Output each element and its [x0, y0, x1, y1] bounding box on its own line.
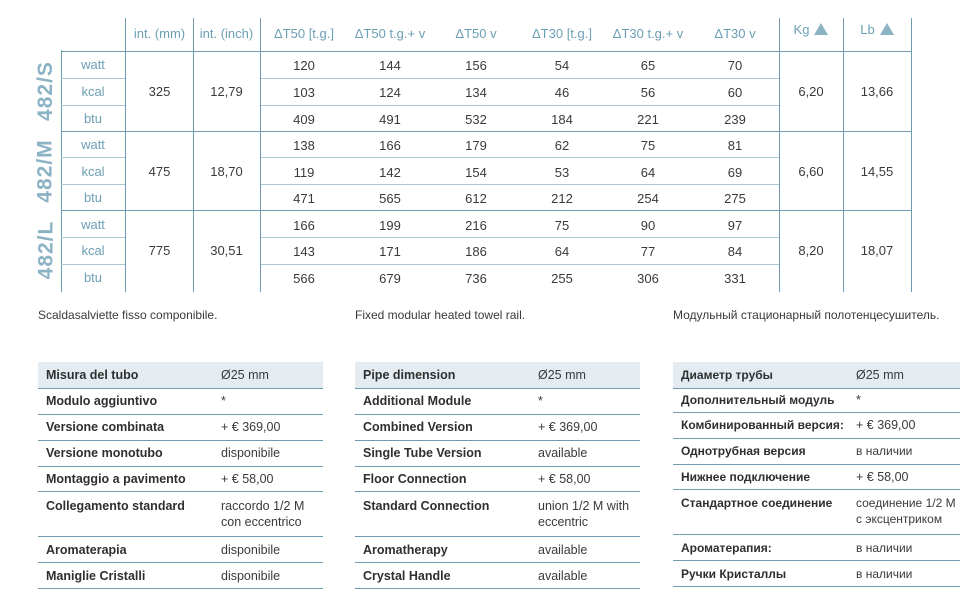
spec-key: Combined Version	[363, 420, 473, 434]
table-cell: 409	[293, 112, 315, 127]
spec-key: Standard Connection	[363, 499, 490, 513]
grid-line	[261, 105, 779, 106]
spec-value: available	[538, 446, 588, 460]
table-cell: 53	[554, 165, 570, 180]
table-cell: 103	[293, 85, 315, 100]
spec-key: Misura del tubo	[46, 368, 139, 382]
model-label-l: 482/L	[34, 220, 58, 280]
int-inch-value: 12,79	[210, 84, 243, 99]
lb-value: 14,55	[860, 164, 894, 179]
spec-row	[355, 389, 640, 415]
table-cell: 64	[554, 244, 570, 259]
spec-key: Additional Module	[363, 394, 472, 408]
spec-row	[38, 415, 323, 441]
int-inch-value: 30,51	[210, 243, 243, 258]
spec-key: Floor Connection	[363, 472, 467, 486]
spec-value: disponibile	[221, 569, 281, 583]
spec-value: *	[221, 394, 226, 408]
grid-line	[261, 157, 779, 158]
table-cell: 179	[465, 138, 487, 153]
unit-label: watt	[81, 57, 105, 72]
unit-label: btu	[83, 190, 103, 205]
kg-value: 8,20	[798, 243, 824, 258]
table-cell: 471	[293, 191, 315, 206]
header-dt30-v: ΔT30 v	[714, 26, 756, 41]
table-cell: 491	[379, 112, 401, 127]
spec-row	[38, 389, 323, 415]
header-dt50-v: ΔT50 v	[455, 26, 497, 41]
spec-key: Maniglie Cristalli	[46, 569, 146, 583]
grid-line	[261, 264, 779, 265]
table-cell: 90	[640, 218, 656, 233]
grid-line	[61, 51, 911, 52]
spec-key: Crystal Handle	[363, 569, 451, 583]
table-cell: 46	[554, 85, 570, 100]
model-label-s: 482/S	[34, 61, 58, 121]
table-cell: 612	[465, 191, 487, 206]
header-dt50-tg: ΔT50 [t.g.]	[274, 26, 334, 41]
grid-line	[261, 237, 779, 238]
spec-value: *	[538, 394, 543, 408]
spec-key: Диаметр трубы	[681, 368, 773, 382]
spec-value: Ø25 mm	[538, 368, 586, 382]
unit-label: watt	[81, 137, 105, 152]
grid-line	[911, 18, 912, 292]
grid-line	[61, 184, 125, 185]
spec-value: в наличии	[856, 444, 913, 458]
table-cell: 532	[465, 112, 487, 127]
spec-key: Ручки Кристаллы	[681, 567, 787, 581]
table-cell: 221	[637, 112, 659, 127]
table-cell: 166	[293, 218, 315, 233]
table-cell: 77	[640, 244, 656, 259]
spec-key: Montaggio a pavimento	[46, 472, 186, 486]
table-cell: 239	[724, 112, 746, 127]
table-cell: 565	[379, 191, 401, 206]
header-dt50-tgv: ΔT50 t.g.+ v	[354, 26, 426, 41]
table-cell: 212	[551, 191, 573, 206]
table-cell: 60	[727, 85, 743, 100]
table-cell: 81	[727, 138, 743, 153]
header-lb	[843, 22, 911, 37]
spec-row	[673, 413, 960, 439]
spec-value: union 1/2 M with eccentric	[538, 499, 630, 529]
table-cell: 124	[379, 85, 401, 100]
table-cell: 97	[727, 218, 743, 233]
spec-row	[355, 415, 640, 441]
table-cell: 142	[379, 165, 401, 180]
unit-label: kcal	[81, 243, 105, 258]
spec-row	[673, 535, 960, 561]
spec-row	[38, 441, 323, 467]
spec-row	[38, 563, 323, 589]
spec-row	[673, 389, 960, 413]
spec-row	[355, 362, 640, 389]
spec-row	[355, 537, 640, 563]
spec-value: в наличии	[856, 567, 913, 581]
table-cell: 186	[465, 244, 487, 259]
header-int-mm: int. (mm)	[133, 26, 186, 41]
header-dt30-tgv: ΔT30 t.g.+ v	[612, 26, 684, 41]
spec-value: available	[538, 543, 588, 557]
spec-row	[38, 467, 323, 492]
table-cell: 255	[551, 271, 573, 286]
table-cell: 143	[293, 244, 315, 259]
spec-key: Pipe dimension	[363, 368, 456, 382]
spec-value: + € 58,00	[221, 472, 274, 486]
grid-line	[61, 210, 911, 211]
int-mm-value: 475	[148, 164, 171, 179]
spec-row	[673, 561, 960, 587]
spec-value: + € 58,00	[856, 470, 909, 484]
model-label-m: 482/M	[34, 139, 57, 203]
spec-row	[673, 439, 960, 465]
spec-value: Ø25 mm	[221, 368, 269, 382]
table-cell: 54	[554, 58, 570, 73]
spec-value: raccordo 1/2 M con eccentrico	[221, 499, 305, 529]
spec-key: Modulo aggiuntivo	[46, 394, 158, 408]
grid-line	[261, 184, 779, 185]
spec-value: Ø25 mm	[856, 368, 904, 382]
grid-line	[61, 264, 125, 265]
table-cell: 134	[465, 85, 487, 100]
header-int-inch: int. (inch)	[199, 26, 254, 41]
table-cell: 75	[554, 218, 570, 233]
weight-icon	[814, 23, 828, 35]
table-cell: 736	[465, 271, 487, 286]
spec-row	[38, 537, 323, 563]
unit-label: btu	[83, 111, 103, 126]
spec-key: Single Tube Version	[363, 446, 482, 460]
table-cell: 120	[293, 58, 315, 73]
table-cell: 64	[640, 165, 656, 180]
lb-value: 18,07	[860, 243, 894, 258]
spec-key: Versione monotubo	[46, 446, 163, 460]
spec-value: *	[856, 393, 861, 407]
spec-value: + € 369,00	[856, 418, 916, 432]
unit-label: btu	[83, 270, 103, 285]
table-cell: 119	[293, 165, 315, 180]
spec-row	[673, 490, 960, 535]
table-cell: 56	[640, 85, 656, 100]
spec-row	[38, 492, 323, 537]
spec-key: Дополнительный модуль	[681, 393, 835, 407]
table-cell: 84	[727, 244, 743, 259]
table-cell: 171	[379, 244, 401, 259]
unit-label: watt	[81, 217, 105, 232]
table-cell: 275	[724, 191, 746, 206]
table-cell: 70	[727, 58, 743, 73]
description-en: Fixed modular heated towel rail.	[355, 308, 526, 322]
table-cell: 138	[293, 138, 315, 153]
int-mm-value: 325	[148, 84, 171, 99]
header-kg	[779, 22, 843, 37]
spec-value: disponibile	[221, 543, 281, 557]
performance-table	[0, 0, 975, 292]
grid-line	[61, 157, 125, 158]
spec-key: Aromatherapy	[363, 543, 448, 557]
description-it: Scaldasalviette fisso componibile.	[38, 308, 218, 322]
table-cell: 75	[640, 138, 656, 153]
table-cell: 199	[379, 218, 401, 233]
int-mm-value: 775	[148, 243, 171, 258]
table-cell: 679	[379, 271, 401, 286]
spec-value: + € 369,00	[538, 420, 598, 434]
kg-value: 6,60	[798, 164, 824, 179]
unit-label: kcal	[81, 84, 105, 99]
grid-line	[61, 131, 911, 132]
spec-row	[38, 362, 323, 389]
grid-line	[61, 78, 125, 79]
spec-row	[673, 465, 960, 490]
spec-key: Нижнее подключение	[681, 470, 811, 484]
spec-row	[355, 563, 640, 589]
lb-value: 13,66	[860, 84, 894, 99]
table-cell: 65	[640, 58, 656, 73]
table-cell: 216	[465, 218, 487, 233]
spec-row	[355, 492, 640, 537]
spec-row	[355, 441, 640, 467]
spec-row	[355, 467, 640, 492]
table-cell: 166	[379, 138, 401, 153]
spec-value: + € 58,00	[538, 472, 591, 486]
grid-line	[61, 237, 125, 238]
spec-value: соединение 1/2 M с эксцентриком	[856, 496, 956, 526]
spec-key: Ароматерапия:	[681, 541, 772, 555]
table-cell: 156	[465, 58, 487, 73]
spec-key: Однотрубная версия	[681, 444, 806, 458]
table-cell: 254	[637, 191, 659, 206]
table-cell: 566	[293, 271, 315, 286]
int-inch-value: 18,70	[210, 164, 243, 179]
spec-key: Collegamento standard	[46, 499, 185, 513]
spec-key: Aromaterapia	[46, 543, 127, 557]
kg-value: 6,20	[798, 84, 824, 99]
table-cell: 306	[637, 271, 659, 286]
spec-row	[673, 362, 960, 389]
weight-icon	[880, 23, 894, 35]
table-cell: 144	[379, 58, 401, 73]
spec-value: в наличии	[856, 541, 913, 555]
spec-key: Комбинированный версия:	[681, 418, 844, 432]
table-cell: 331	[724, 271, 746, 286]
header-dt30-tg: ΔT30 [t.g.]	[532, 26, 592, 41]
spec-value: available	[538, 569, 588, 583]
grid-line	[61, 105, 125, 106]
spec-value: + € 369,00	[221, 420, 281, 434]
table-cell: 69	[727, 165, 743, 180]
table-cell: 62	[554, 138, 570, 153]
description-ru: Модульный стационарный полотенцесушитель.	[673, 308, 940, 322]
spec-key: Стандартное соединение	[681, 496, 833, 510]
header-lb-label: Lb	[860, 22, 875, 37]
table-cell: 184	[551, 112, 573, 127]
grid-line	[261, 78, 779, 79]
header-kg-label: Kg	[793, 22, 810, 37]
spec-value: disponibile	[221, 446, 281, 460]
spec-key: Versione combinata	[46, 420, 165, 434]
table-cell: 154	[465, 165, 487, 180]
unit-label: kcal	[81, 164, 105, 179]
